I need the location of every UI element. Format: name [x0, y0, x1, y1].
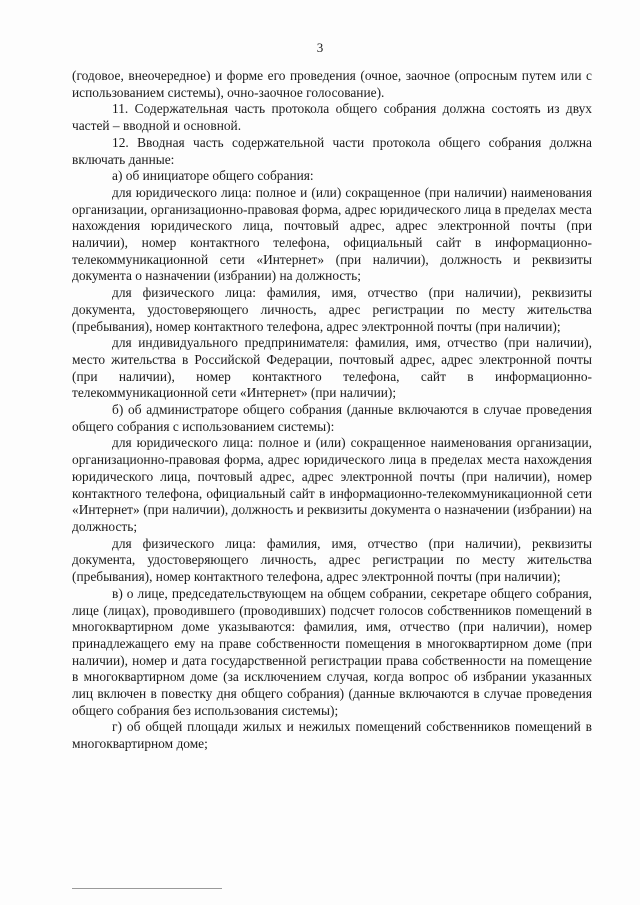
- document-body: [72, 68, 592, 753]
- initiator-individual: для физического лица: фамилия, имя, отчество (при наличии), реквизиты документа, удостоверяющего личность, адрес регистрации по месту жительства (пребывания), номер контактного телефона, адрес электронной почты (при наличии);: [72, 285, 592, 334]
- page-number: 3: [316, 40, 324, 55]
- subitem-a-heading: а) об инициаторе общего собрания:: [112, 168, 314, 184]
- footnote-rule: [72, 888, 222, 889]
- administrator-legal-entity: для юридического лица: полное и (или) сокращенное наименования организации, организационно-правовая форма, адрес юридического лица в пределах места нахождения юридического лица, почтовый адрес, адрес электронной почты (при наличии), номер контактного телефона, официальный сайт в информационно-телекоммуникационной сети «Интернет» (при наличии), должность и реквизиты документа о назначении (избрании) на должность;: [72, 435, 592, 534]
- initiator-entrepreneur: для индивидуального предпринимателя: фамилия, имя, отчество (при наличии), место жительства в Российской Федерации, почтовый адрес, адрес электронной почты (при наличии), номер контактного телефона, сайт в информационно-телекоммуникационной сети «Интернет» (при наличии);: [72, 335, 592, 401]
- initiator-legal-entity: для юридического лица: полное и (или) сокращенное (при наличии) наименования организации, организационно-правовая форма, адрес юридического лица в пределах места нахождения юридического лица, почтовый адрес, адрес электронной почты (при наличии), номер контактного телефона, официальный сайт в информационно-телекоммуникационной сети «Интернет» (при наличии), должность и реквизиты документа о назначении (избрании) на должность;: [72, 184, 592, 284]
- paragraph-item-12: 12. Вводная часть содержательной части протокола общего собрания должна включать данные:: [72, 134, 592, 167]
- paragraph-item-11: 11. Содержательная часть протокола общего собрания должна состоять из двух частей – вводной и основной.: [72, 101, 592, 134]
- administrator-individual: для физического лица: фамилия, имя, отчество (при наличии), реквизиты документа, удостоверяющего личность, адрес регистрации по месту жительства (пребывания), номер контактного телефона, адрес электронной почты (при наличии);: [72, 535, 592, 585]
- subitem-v-chairperson: в) о лице, председательствующем на общем собрании, секретаре общего собрания, лице (лицах), проводившего (проводивших) подсчет голосов собственников помещений в многоквартирном доме указываются: фамилия, имя, отчество (при наличии), номер принадлежащего ему на праве собственности помещения в многоквартирном доме (при наличии), номер и дата государственной регистрации права собственности на помещение в многоквартирном доме (за исключением случая, когда вопрос об избрании указанных лиц включен в повестку дня общего собрания) (данные включаются в случае проведения общего собрания без использования системы);: [72, 585, 592, 718]
- subitem-g-area: г) об общей площади жилых и нежилых помещений собственников помещений в многоквартирном доме;: [72, 719, 592, 752]
- subitem-b-heading: б) об администраторе общего собрания (данные включаются в случае проведения общего собрания с использованием системы):: [72, 402, 592, 434]
- paragraph-continuation: (годовое, внеочередное) и форме его проведения (очное, заочное (опросным путем или с использованием системы), очно-заочное голосование).: [72, 68, 592, 100]
